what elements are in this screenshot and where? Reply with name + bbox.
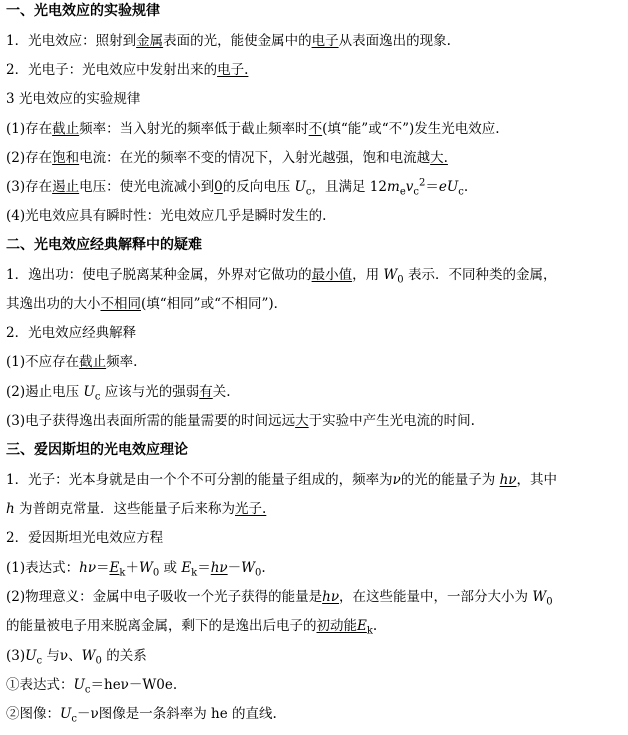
s3-line-7: $(3)U_c$ 与ν、$W_0$ 的关系	[6, 648, 147, 667]
s3-line-5: (2)物理意义：金属中电子吸收一个光子获得的能量是hν，在这些能量中，一部分大小为 $W_0$	[6, 589, 553, 608]
s1-line-5: (2)存在饱和电流：在光的频率不变的情况下，入射光越强，饱和电流越大.	[6, 150, 448, 166]
s3-line-9: ②图像：$U_c-\nu$图像是一条斜率为 he 的直线.	[6, 706, 277, 725]
section-1-heading: 一、光电效应的实验规律	[6, 3, 160, 19]
s3-line-2: h 为普朗克常量．这些能量子后来称为光子.	[6, 501, 267, 517]
s3-line-8: ①表达式：$U_c=he\nu-W0e$.	[6, 677, 178, 696]
s2-line-2: 其逸出功的大小不相同(填“相同”或“不相同”)．	[6, 296, 288, 312]
section-2-heading: 二、光电效应经典解释中的疑难	[6, 237, 202, 253]
s1-line-4: (1)存在截止频率：当入射光的频率低于截止频率时不(填“能”或“不”)发生光电效应.	[6, 121, 500, 137]
s2-line-5: (2)遏止电压 $U_c$ 应该与光的强弱有关.	[6, 384, 231, 403]
s3-line-3: 2．爱因斯坦光电效应方程	[6, 530, 164, 546]
section-3-heading: 三、爱因斯坦的光电效应理论	[6, 442, 188, 458]
s2-line-1: 1．逸出功：使电子脱离某种金属，外界对它做功的最小值，用 $W_0$ 表示．不同种类的金属，	[6, 267, 557, 286]
s2-line-6: (3)电子获得逸出表面所需的能量需要的时间远远大于实验中产生光电流的时间.	[6, 413, 475, 429]
s1-line-7: (4)光电效应具有瞬时性：光电效应几乎是瞬时发生的.	[6, 208, 327, 224]
s3-line-1: 1．光子：光本身就是由一个个不可分割的能量子组成的，频率为ν的光的能量子为 hν，其中	[6, 472, 558, 488]
s1-line-1: 1．光电效应：照射到金属表面的光，能使金属中的电子从表面逸出的现象.	[6, 33, 451, 49]
s2-line-3: 2．光电效应经典解释	[6, 325, 137, 341]
s2-line-4: (1)不应存在截止频率.	[6, 354, 138, 370]
s1-line-3: 3 光电效应的实验规律	[6, 91, 141, 107]
s1-line-2: 2．光电子：光电效应中发射出来的电子.	[6, 62, 249, 78]
s1-line-6: (3)存在遏止电压：使光电流减小到0的反向电压 $U_c$，且满足 $12m_ev_c^2=eU_c$.	[6, 177, 469, 198]
s3-line-4: (1)表达式：$h\nu=E_k+W_0$ 或 $E_k=h\nu-W_0$.	[6, 560, 266, 579]
s3-line-6: 的能量被电子用来脱离金属，剩下的是逸出后电子的初动能$E_k$.	[6, 618, 378, 637]
